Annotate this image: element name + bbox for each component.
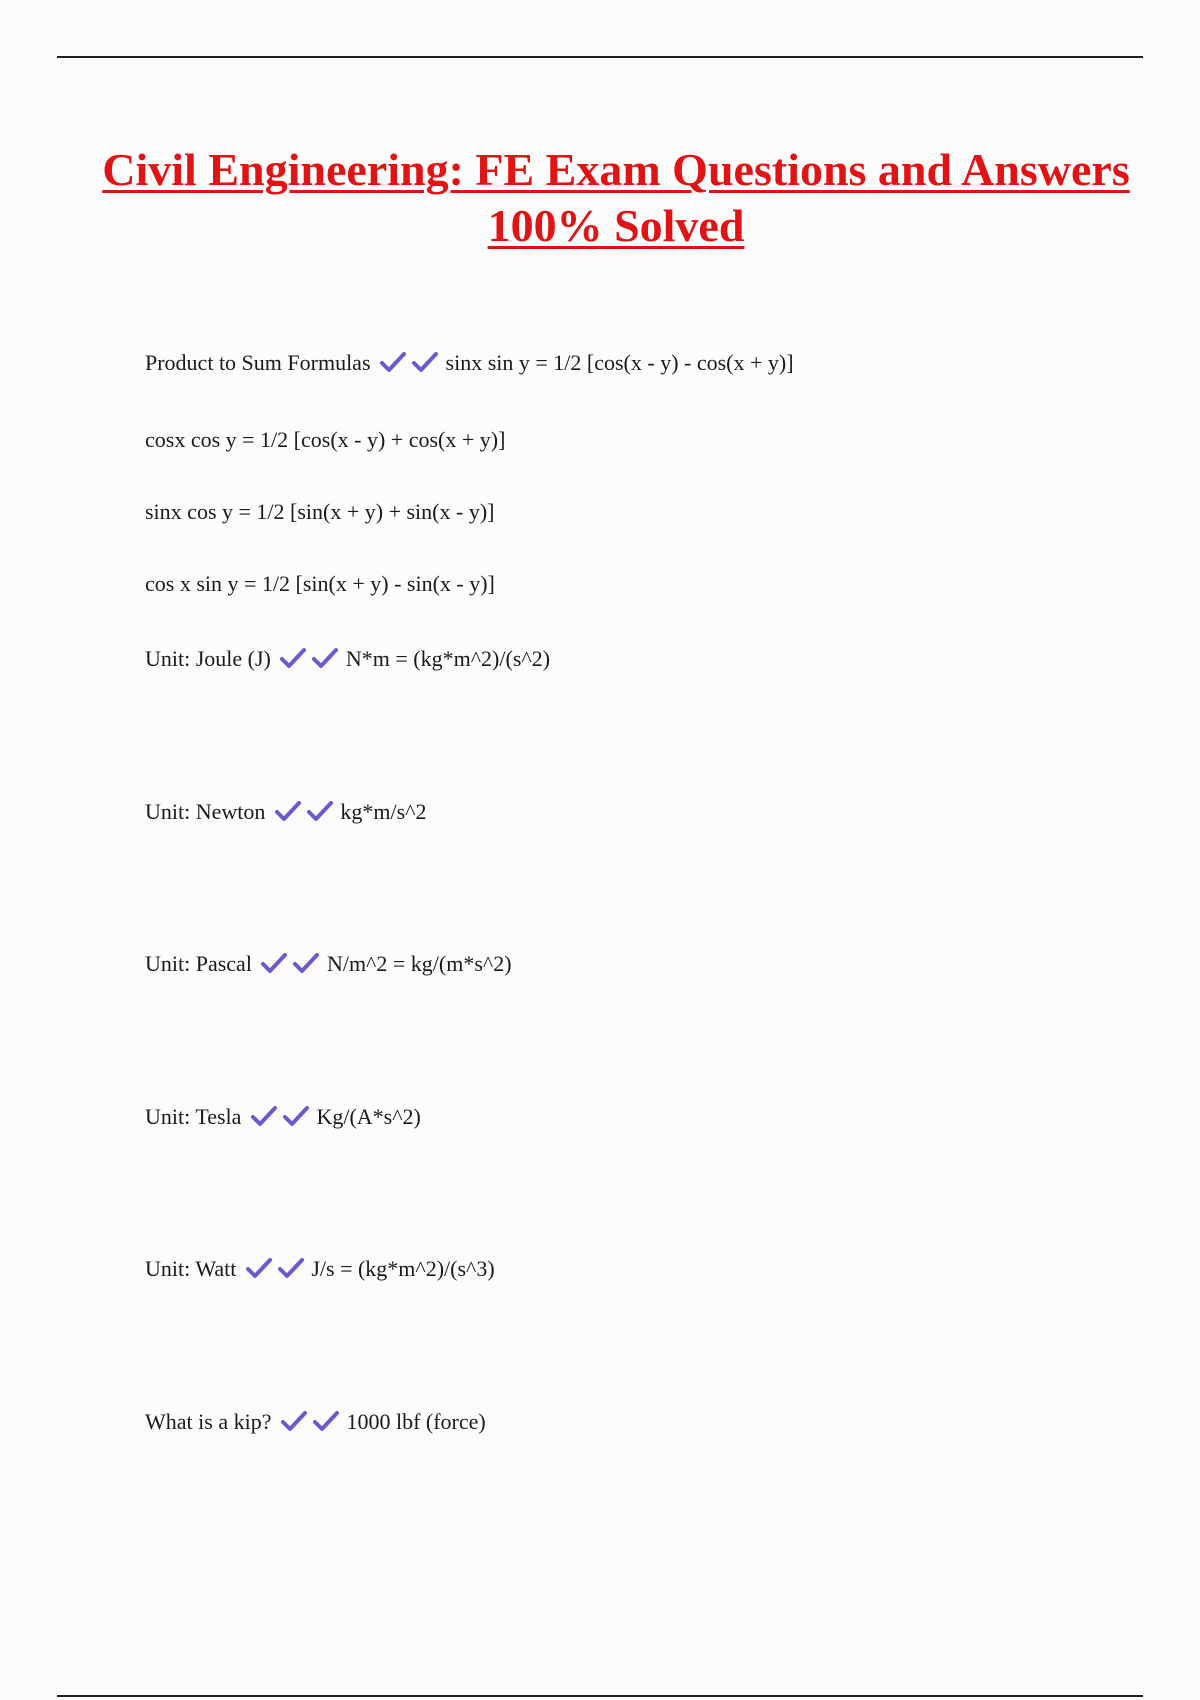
checkmark-icon [313,1410,339,1432]
qa-entry [145,1104,421,1130]
formula-line: sinx cos y = 1/2 [sin(x + y) + sin(x - y)] [145,499,495,524]
question-text: What is a kip? [145,1409,272,1434]
checkmark-icon [380,351,406,373]
formula-line: cosx cos y = 1/2 [cos(x - y) + cos(x + y)] [145,427,506,452]
checkmark-icon [307,800,333,822]
checkmark-icon [412,351,438,373]
checkmark-icon [278,1257,304,1279]
question-text: Unit: Newton [145,799,266,824]
checkmark-icon [280,647,306,669]
qa-entry [145,646,550,672]
qa-entry [145,799,427,825]
question-text: Product to Sum Formulas [145,350,371,375]
answer-text: kg*m/s^2 [340,799,427,824]
answer-text: N/m^2 = kg/(m*s^2) [326,951,512,976]
answer-text: J/s = (kg*m^2)/(s^3) [311,1256,495,1281]
checkmark-icon [246,1257,272,1279]
checkmark-icon [275,800,301,822]
qa-entry [145,1256,495,1282]
top-rule [57,56,1143,58]
document-title: Civil Engineering: FE Exam Questions and Answers 100% Solved [102,144,1130,251]
bottom-rule [57,1695,1143,1697]
question-text: Unit: Pascal [145,951,252,976]
question-text: Unit: Joule (J) [145,646,271,671]
checkmark-icon [293,952,319,974]
checkmark-icon [251,1105,277,1127]
checkmark-icon [261,952,287,974]
formula-line: cos x sin y = 1/2 [sin(x + y) - sin(x - y)] [145,571,495,596]
answer-text: sinx sin y = 1/2 [cos(x - y) - cos(x + y)] [445,350,794,375]
checkmark-icon [312,647,338,669]
answer-text: Kg/(A*s^2) [316,1104,421,1129]
checkmark-icon [281,1410,307,1432]
qa-entry [145,1409,486,1435]
answer-text: 1000 lbf (force) [346,1409,486,1434]
question-text: Unit: Tesla [145,1104,242,1129]
checkmark-icon [283,1105,309,1127]
qa-entry [145,951,512,977]
qa-entry [145,350,794,376]
answer-text: N*m = (kg*m^2)/(s^2) [345,646,551,671]
question-text: Unit: Watt [145,1256,237,1281]
